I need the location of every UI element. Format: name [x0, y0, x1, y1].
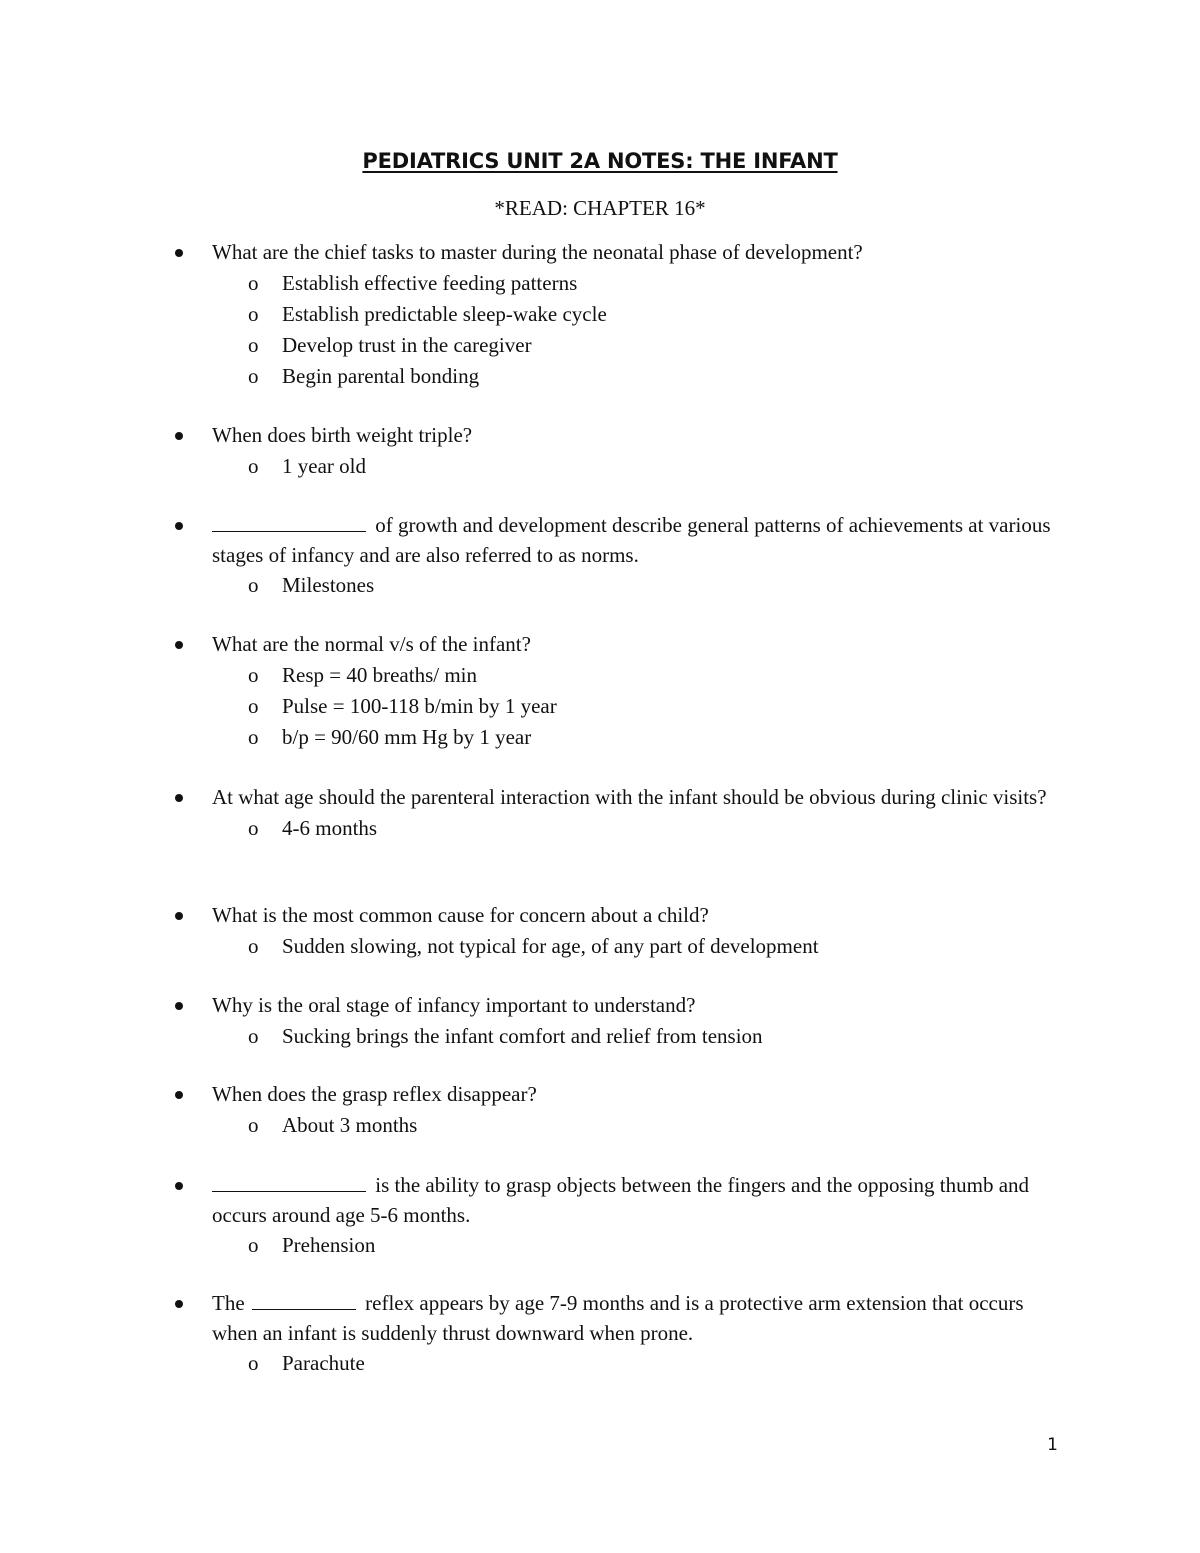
fill-in-blank [212, 513, 366, 532]
question-text: reflex appears by age 7-9 months and is a protective arm extension that occurs when an infant is suddenly thrust downward when prone. [212, 1291, 1024, 1345]
circle-bullet-icon: o [248, 1233, 259, 1257]
answer [170, 931, 1070, 962]
question [170, 238, 1070, 268]
circle-bullet-icon: o [248, 573, 259, 597]
qa-item [170, 1171, 1070, 1261]
fill-in-blank [252, 1291, 356, 1310]
circle-bullet-icon: o [248, 1112, 259, 1137]
fill-in-blank [212, 1173, 366, 1192]
answer-text: Establish effective feeding patterns [282, 270, 578, 295]
answer [170, 722, 1070, 753]
bullet-icon [175, 641, 183, 649]
question-text: of growth and development describe general patterns of achievements at various stages of infancy and are also referred to as norms. [212, 513, 1051, 567]
bullet-icon [175, 522, 183, 530]
page-number: 1 [1047, 1435, 1058, 1455]
bullet-icon [175, 912, 183, 920]
question [170, 511, 1070, 570]
circle-bullet-icon: o [248, 815, 259, 840]
question [170, 421, 1070, 451]
question [170, 991, 1070, 1021]
qa-item [170, 783, 1070, 844]
qa-item [170, 630, 1070, 753]
circle-bullet-icon: o [248, 332, 259, 357]
circle-bullet-icon: o [248, 301, 259, 326]
answer-text: Establish predictable sleep-wake cycle [282, 301, 607, 326]
answer-text: Resp = 40 breaths/ min [282, 662, 477, 687]
question-text: When does the grasp reflex disappear? [212, 1082, 537, 1106]
answer [170, 1230, 1070, 1261]
bullet-icon [175, 1002, 183, 1010]
bullet-icon [175, 1182, 183, 1190]
answer-text: About 3 months [282, 1112, 418, 1137]
question-text: is the ability to grasp objects between the fingers and the opposing thumb and occurs around age 5-6 months. [212, 1173, 1030, 1227]
answer-text: Begin parental bonding [282, 363, 480, 388]
bullet-icon [175, 794, 183, 802]
answer [170, 691, 1070, 722]
answer [170, 1348, 1070, 1379]
qa-item [170, 421, 1070, 482]
circle-bullet-icon: o [248, 1351, 259, 1375]
question [170, 783, 1070, 813]
qa-item [170, 901, 1070, 962]
answer [170, 451, 1070, 482]
answer [170, 361, 1070, 392]
qa-item [170, 238, 1070, 392]
answer [170, 330, 1070, 361]
question [170, 1171, 1070, 1230]
answer-text: Develop trust in the caregiver [282, 332, 532, 357]
circle-bullet-icon: o [248, 724, 259, 749]
answer [170, 813, 1070, 844]
question [170, 630, 1070, 660]
bullet-icon [175, 432, 183, 440]
answer-text: Pulse = 100-118 b/min by 1 year [282, 693, 557, 718]
circle-bullet-icon: o [248, 1023, 259, 1048]
bullet-icon [175, 1091, 183, 1099]
answer [170, 660, 1070, 691]
question-text: When does birth weight triple? [212, 423, 473, 447]
question-text: What is the most common cause for concern about a child? [212, 903, 709, 927]
answer [170, 1110, 1070, 1141]
qa-item [170, 511, 1070, 601]
answer-text: 4-6 months [282, 815, 378, 840]
qa-item [170, 1289, 1070, 1379]
circle-bullet-icon: o [248, 453, 259, 478]
bullet-icon [175, 1300, 183, 1308]
document-title: PEDIATRICS UNIT 2A NOTES: THE INFANT [362, 149, 838, 173]
answer-text: Prehension [282, 1233, 376, 1257]
question-prefix: The [212, 1291, 245, 1315]
document-subtitle: *READ: CHAPTER 16* [494, 196, 706, 220]
answer-text: 1 year old [282, 453, 366, 478]
answer-text: Parachute [282, 1351, 365, 1375]
answer [170, 268, 1070, 299]
answer [170, 570, 1070, 601]
answer [170, 1021, 1070, 1052]
answer-text: b/p = 90/60 mm Hg by 1 year [282, 724, 532, 749]
answer-text: Sucking brings the infant comfort and relief from tension [282, 1023, 763, 1048]
question-text: Why is the oral stage of infancy important to understand? [212, 993, 696, 1017]
answer [170, 299, 1070, 330]
question-text: What are the chief tasks to master during the neonatal phase of development? [212, 240, 863, 264]
question [170, 1080, 1070, 1110]
qa-item [170, 1080, 1070, 1141]
bullet-icon [175, 249, 183, 257]
answer-text: Milestones [282, 573, 375, 597]
question-text: At what age should the parenteral interaction with the infant should be obvious during clinic visits? [212, 785, 1047, 809]
question [170, 1289, 1070, 1348]
answer-text: Sudden slowing, not typical for age, of any part of development [282, 933, 819, 958]
circle-bullet-icon: o [248, 270, 259, 295]
circle-bullet-icon: o [248, 662, 259, 687]
circle-bullet-icon: o [248, 363, 259, 388]
qa-item [170, 991, 1070, 1052]
question-text: What are the normal v/s of the infant? [212, 632, 531, 656]
question [170, 901, 1070, 931]
circle-bullet-icon: o [248, 693, 259, 718]
circle-bullet-icon: o [248, 933, 259, 958]
